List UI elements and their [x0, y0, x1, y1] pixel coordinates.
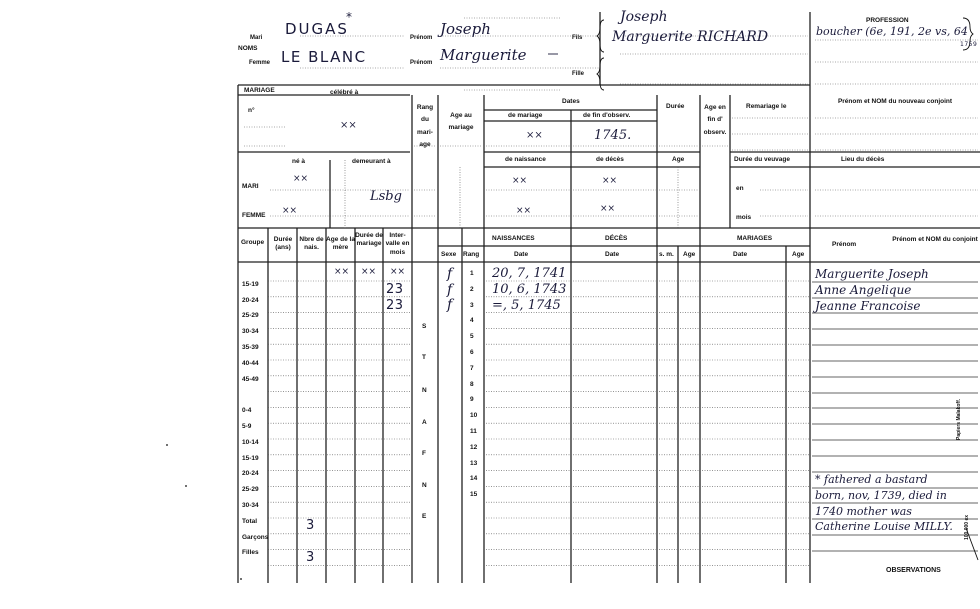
child-sex-value: f: [447, 266, 453, 282]
rank-number: 15: [470, 491, 478, 499]
observations-label: OBSERVATIONS: [886, 567, 941, 574]
age-mere-label: Age de la mère: [326, 236, 355, 252]
rang-mari-age-label: Rang du mari- age: [416, 104, 434, 149]
femme-ne-value: ××: [282, 206, 298, 216]
profession-subnote: 1759: [960, 41, 978, 48]
note-line: 1740 mother was: [815, 505, 912, 518]
child-sex-value: f: [447, 297, 453, 313]
rank-number: 11: [470, 428, 477, 435]
rank-number: 12: [470, 443, 478, 451]
note-line: Catherine Louise MILLY.: [815, 520, 953, 533]
mari-row-label: MARI: [242, 183, 259, 190]
rank-number: 14: [470, 475, 478, 483]
group-label: 20-24: [242, 296, 259, 304]
vertical-letter: A: [422, 419, 427, 426]
first-duree-mariage-value: ××: [361, 267, 377, 277]
group-label: 30-34: [242, 328, 259, 336]
side-print-label: Papiers Malakoff.: [956, 398, 962, 440]
mariage-label: MARIAGE: [244, 87, 275, 94]
interval-value: 23: [386, 298, 404, 313]
scan-mark: [166, 444, 168, 446]
deces-date-label: Date: [605, 251, 620, 258]
celebre-value: ××: [340, 120, 357, 131]
prenom-label-mari: Prénom: [410, 35, 433, 41]
deces-age-label: Age: [683, 251, 696, 258]
sm-label: s. m.: [659, 251, 674, 258]
first-age-mere-value: ××: [334, 267, 350, 277]
mari-ne-value: ××: [293, 174, 309, 184]
group-label: 5-9: [242, 423, 252, 430]
vertical-letter: S: [422, 323, 427, 330]
rank-number: 5: [470, 333, 474, 341]
fils-label: Fils: [572, 35, 583, 41]
vertical-letter: T: [422, 354, 426, 361]
mariage-age-label: Age: [792, 251, 805, 258]
rang-label: Rang: [463, 251, 480, 258]
group-label: Filles: [242, 549, 259, 557]
de-deces-label: de décès: [596, 156, 624, 163]
group-label: 25-29: [242, 486, 259, 494]
child-name: Anne Angelique: [815, 283, 912, 297]
child-birth-date: 20, 7, 1741: [492, 266, 567, 281]
groupe-label: Groupe: [241, 239, 265, 246]
mari-label: Mari: [250, 35, 263, 41]
scan-mark: [240, 578, 242, 580]
femme-naissance-value: ××: [516, 206, 532, 216]
lieu-deces-label: Lieu du décès: [841, 156, 885, 163]
duree-veuvage-label: Durée du veuvage: [734, 156, 790, 163]
vertical-letter: N: [422, 482, 427, 489]
vertical-letter: F: [422, 450, 426, 457]
mari-star-mark: *: [346, 10, 353, 24]
side-print-number: 100.000 ex: [964, 514, 970, 540]
de-fin-observ-label: de fin d'observ.: [583, 112, 631, 119]
rank-number: 2: [470, 285, 474, 293]
mari-surname: DUGAS: [285, 20, 349, 38]
intervalle-label: Inter- valle en mois: [385, 232, 410, 256]
age-au-mariage-label: Age au mariage: [448, 112, 474, 132]
dates-label: Dates: [562, 98, 580, 105]
rank-number: 13: [470, 459, 478, 467]
note-line: born, nov, 1739, died in: [815, 489, 947, 502]
demeurant-label: demeurant à: [352, 158, 391, 165]
child-prenom-label: Prénom: [832, 241, 857, 248]
age-label-spouse: Age: [672, 156, 685, 163]
group-label: 15-19: [242, 280, 259, 288]
group-label: 15-19: [242, 454, 259, 462]
group-label: 0-4: [242, 407, 252, 415]
mariages-label: MARIAGES: [737, 235, 773, 242]
noms-label: NOMS: [238, 45, 258, 52]
rank-number: 1: [470, 270, 474, 277]
mari-deces-value: ××: [602, 176, 618, 186]
mother-of-husband: Marguerite RICHARD: [612, 29, 769, 45]
age-en-fin-label: Age en fin d' observ.: [703, 104, 727, 136]
sexe-label: Sexe: [441, 251, 457, 258]
nouveau-conjoint-label: Prénom et NOM du nouveau conjoint: [837, 98, 953, 105]
de-naissance-label: de naissance: [505, 156, 546, 163]
rank-number: 8: [470, 380, 474, 388]
group-label: 40-44: [242, 359, 259, 367]
group-label: 45-49: [242, 375, 259, 383]
mois-label: mois: [736, 214, 752, 221]
total-value: 3: [306, 518, 315, 533]
nbre-nais-label: Nbre de nais.: [299, 236, 324, 252]
child-name: Jeanne Francoise: [815, 299, 921, 313]
rank-number: 4: [470, 317, 474, 325]
vertical-letter: E: [422, 513, 427, 520]
prenom-label-femme: Prénom: [410, 60, 433, 66]
duree-ans-label: Durée (ans): [273, 236, 293, 252]
group-label: 30-34: [242, 502, 259, 509]
prenom-nom-conjoint-label: Prénom et NOM du conjoint: [892, 236, 978, 243]
date-mariage-value: ××: [526, 130, 543, 141]
group-label: 10-14: [242, 438, 259, 446]
mariage-date-label: Date: [733, 251, 748, 258]
mari-naissance-value: ××: [512, 176, 528, 186]
group-label: 35-39: [242, 344, 259, 351]
group-label: 20-24: [242, 470, 259, 478]
mari-demeurant-value: Lsbg: [370, 189, 402, 204]
femme-surname: LE BLANC: [281, 48, 367, 66]
profession-value: boucher (6e, 191, 2e vs, 64: [816, 25, 968, 38]
group-label: 25-29: [242, 312, 259, 320]
child-birth-date: =, 5, 1745: [492, 298, 561, 313]
profession-label: PROFESSION: [866, 17, 909, 24]
note-line: * fathered a bastard: [815, 473, 928, 486]
father-of-husband: Joseph: [620, 9, 668, 25]
naissances-label: NAISSANCES: [492, 235, 535, 242]
remariage-label: Remariage le: [746, 103, 787, 110]
scan-mark: [185, 485, 187, 487]
femme-label: Femme: [249, 60, 271, 66]
ne-a-label: né à: [292, 158, 306, 165]
mariage-no-label: n°: [248, 107, 255, 114]
celebre-label: célébré à: [330, 89, 359, 96]
femme-row-label: FEMME: [242, 212, 266, 219]
femme-firstname: Marguerite: [440, 46, 527, 64]
fille-label: Fille: [572, 71, 585, 77]
rank-number: 9: [470, 396, 474, 404]
mari-firstname: Joseph: [440, 20, 491, 38]
rank-number: 6: [470, 349, 474, 356]
rank-number: 3: [470, 301, 474, 309]
first-intervalle-value: ××: [390, 267, 406, 277]
child-birth-date: 10, 6, 1743: [492, 282, 567, 297]
rank-number: 7: [470, 364, 474, 372]
femme-deces-value: ××: [600, 204, 616, 214]
rank-number: 10: [470, 412, 478, 420]
child-sex-value: f: [447, 282, 453, 298]
naissance-date-label: Date: [514, 251, 529, 258]
en-label: en: [736, 185, 744, 192]
duree-mariage-label: Durée de mariage: [355, 232, 383, 248]
duree-label: Durée: [666, 103, 685, 110]
child-name: Marguerite Joseph: [815, 267, 929, 281]
de-mariage-label: de mariage: [508, 112, 543, 119]
interval-value: 23: [386, 282, 404, 297]
group-label: Garçons: [242, 533, 269, 541]
filles-value: 3: [306, 550, 315, 565]
vertical-letter: N: [422, 387, 427, 394]
date-fin-observ-value: 1745.: [594, 128, 632, 143]
deces-label: DÉCÈS: [605, 235, 628, 242]
group-label: Total: [242, 517, 258, 525]
